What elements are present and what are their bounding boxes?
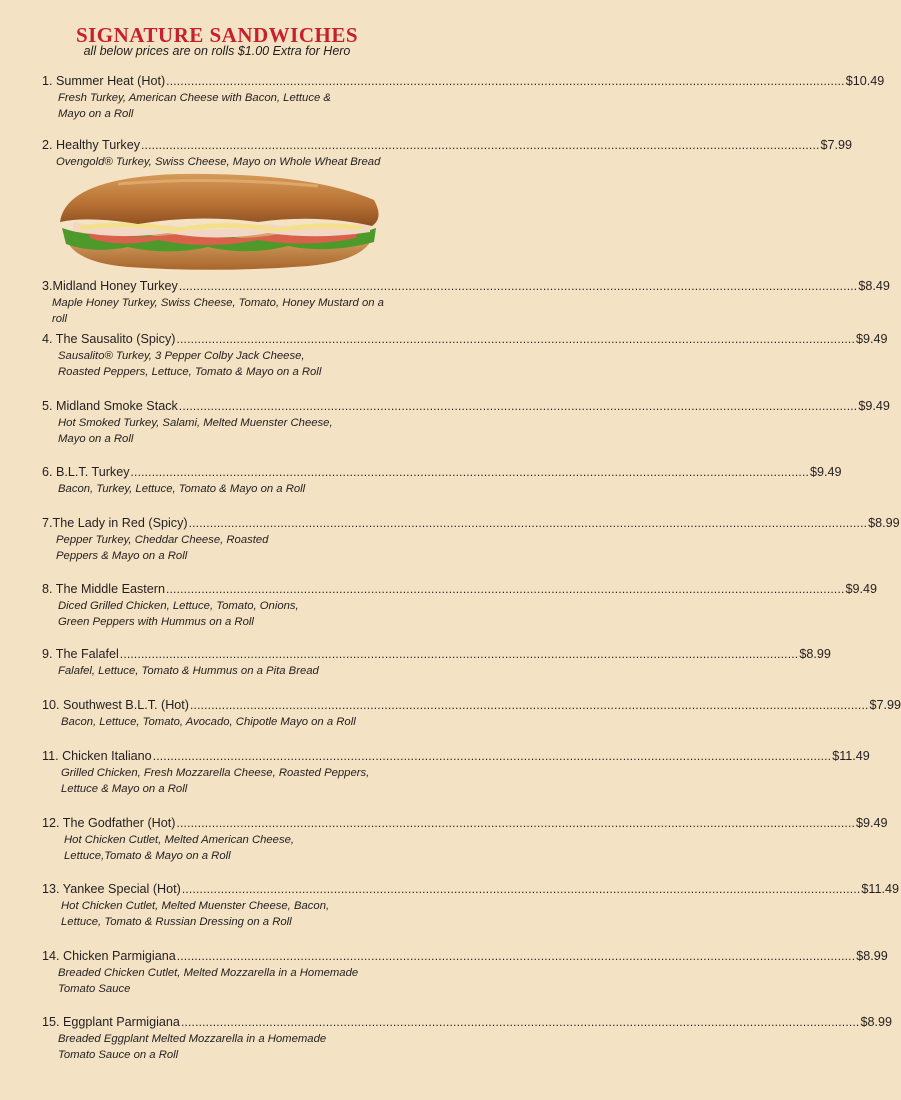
item-name: 9. The Falafel bbox=[42, 647, 119, 661]
item-price: $9.49 bbox=[856, 332, 888, 346]
menu-item: 3.Midland Honey Turkey ................................................................................................................................................................................................ $8.49 Maple Honey Turkey, Swiss Cheese, Tomato, Honey Mustard on a roll bbox=[42, 279, 890, 325]
menu-item: 12. The Godfather (Hot) ................................................................................................................................................................................................ $9.49 Hot Chicken Cutlet, Melted American Cheese, Lettuce,Tomato & Mayo on a Roll bbox=[42, 816, 888, 862]
item-price: $7.99 bbox=[869, 698, 901, 712]
item-name: 10. Southwest B.L.T. (Hot) bbox=[42, 698, 189, 712]
item-name: 15. Eggplant Parmigiana bbox=[42, 1015, 180, 1029]
item-price: $9.49 bbox=[858, 399, 890, 413]
item-price: $8.49 bbox=[858, 279, 890, 293]
item-price: $8.99 bbox=[860, 1015, 892, 1029]
menu-item: 5. Midland Smoke Stack ................................................................................................................................................................................................ $9.49 Hot Smoked Turkey, Salami, Melted Muenster Cheese, Mayo on a Roll bbox=[42, 399, 890, 445]
item-description: Bacon, Lettuce, Tomato, Avocado, Chipotle Mayo on a Roll bbox=[61, 716, 356, 728]
menu-item: 14. Chicken Parmigiana ................................................................................................................................................................................................ $8.99 Breaded Chicken Cutlet, Melted Mozzarella in a Homemade Tomato Sauce bbox=[42, 949, 888, 995]
item-name: 2. Healthy Turkey bbox=[42, 138, 140, 152]
menu-item: 6. B.L.T. Turkey ................................................................................................................................................................................................ $9.49 Bacon, Turkey, Lettuce, Tomato & Mayo on a Roll bbox=[42, 465, 842, 495]
item-name: 6. B.L.T. Turkey bbox=[42, 465, 130, 479]
item-description: Fresh Turkey, American Cheese with Bacon, Lettuce & Mayo on a Roll bbox=[58, 92, 331, 120]
item-description: Falafel, Lettuce, Tomato & Hummus on a Pita Bread bbox=[58, 665, 319, 677]
item-name: 1. Summer Heat (Hot) bbox=[42, 74, 166, 88]
page-title: SIGNATURE SANDWICHES bbox=[75, 23, 359, 47]
menu-item: 9. The Falafel ................................................................................................................................................................................................ $8.99 Falafel, Lettuce, Tomato & Hummus on a Pita Bread bbox=[42, 647, 831, 677]
item-name: 14. Chicken Parmigiana bbox=[42, 949, 176, 963]
menu-item: 10. Southwest B.L.T. (Hot) ................................................................................................................................................................................................ $7.99 Bacon, Lettuce, Tomato, Avocado, Chipotle Mayo on a Roll bbox=[42, 698, 901, 728]
menu-item: 7.The Lady in Red (Spicy) ................................................................................................................................................................................................ $8.99 Pepper Turkey, Cheddar Cheese, Roasted Peppers & Mayo on a Roll bbox=[42, 516, 900, 562]
item-description: Hot Chicken Cutlet, Melted Muenster Cheese, Bacon, Lettuce, Tomato & Russian Dressing on a Roll bbox=[61, 900, 330, 928]
item-name: 11. Chicken Italiano bbox=[42, 749, 152, 763]
menu-item: 4. The Sausalito (Spicy) ................................................................................................................................................................................................ $9.49 Sausalito® Turkey, 3 Pepper Colby Jack Cheese, Roasted Peppers, Lettuce, Tomato & Mayo on a Roll bbox=[42, 332, 888, 378]
menu-item: 8. The Middle Eastern ................................................................................................................................................................................................ $9.49 Diced Grilled Chicken, Lettuce, Tomato, Onions, Green Peppers with Hummus on a Roll bbox=[42, 582, 878, 628]
item-price: $11.49 bbox=[832, 749, 870, 763]
item-description: Hot Smoked Turkey, Salami, Melted Muenster Cheese, Mayo on a Roll bbox=[58, 417, 333, 445]
item-name: 12. The Godfather (Hot) bbox=[42, 816, 176, 830]
item-name: 8. The Middle Eastern bbox=[42, 582, 165, 596]
menu-item: 15. Eggplant Parmigiana ................................................................................................................................................................................................ $8.99 Breaded Eggplant Melted Mozzarella in a Homemade Tomato Sauce on a Roll bbox=[42, 1015, 892, 1061]
item-price: $8.99 bbox=[856, 949, 888, 963]
sandwich-image bbox=[58, 170, 378, 275]
item-price: $10.49 bbox=[845, 74, 885, 88]
item-description: Ovengold® Turkey, Swiss Cheese, Mayo on Whole Wheat Bread bbox=[56, 156, 381, 168]
item-description: Sausalito® Turkey, 3 Pepper Colby Jack Cheese, Roasted Peppers, Lettuce, Tomato & Mayo on a Roll bbox=[58, 350, 322, 378]
item-price: $9.49 bbox=[810, 465, 842, 479]
item-name: 4. The Sausalito (Spicy) bbox=[42, 332, 176, 346]
item-price: $8.99 bbox=[799, 647, 831, 661]
item-name: 3.Midland Honey Turkey bbox=[42, 279, 178, 293]
menu-item: 2. Healthy Turkey ................................................................................................................................................................................................ $7.99 Ovengold® Turkey, Swiss Cheese, Mayo on Whole Wheat Bread bbox=[42, 138, 853, 168]
page-subtitle: all below prices are on rolls $1.00 Extra for Hero bbox=[83, 44, 351, 58]
item-price: $7.99 bbox=[820, 138, 853, 152]
item-description: Breaded Eggplant Melted Mozzarella in a Homemade Tomato Sauce on a Roll bbox=[58, 1033, 327, 1061]
menu-item: 13. Yankee Special (Hot) ................................................................................................................................................................................................ $11.49 Hot Chicken Cutlet, Melted Muenster Cheese, Bacon, Lettuce, Tomato & Russian Dressing on a Roll bbox=[42, 882, 899, 928]
menu-item: 11. Chicken Italiano ................................................................................................................................................................................................ $11.49 Grilled Chicken, Fresh Mozzarella Cheese, Roasted Peppers, Lettuce & Mayo on a Roll bbox=[42, 749, 870, 795]
item-description: Grilled Chicken, Fresh Mozzarella Cheese, Roasted Peppers, Lettuce & Mayo on a Roll bbox=[61, 767, 370, 795]
item-description: Diced Grilled Chicken, Lettuce, Tomato, Onions, Green Peppers with Hummus on a Roll bbox=[58, 600, 299, 628]
menu-item: 1. Summer Heat (Hot) ................................................................................................................................................................................................ $10.49 Fresh Turkey, American Cheese with Bacon, Lettuce & Mayo on a Roll bbox=[42, 74, 885, 120]
item-price: $9.49 bbox=[856, 816, 888, 830]
item-description: Breaded Chicken Cutlet, Melted Mozzarella in a Homemade Tomato Sauce bbox=[58, 967, 359, 995]
item-name: 5. Midland Smoke Stack bbox=[42, 399, 178, 413]
item-description: Bacon, Turkey, Lettuce, Tomato & Mayo on a Roll bbox=[58, 483, 306, 495]
item-description: Hot Chicken Cutlet, Melted American Cheese, Lettuce,Tomato & Mayo on a Roll bbox=[64, 834, 295, 862]
item-description: Pepper Turkey, Cheddar Cheese, Roasted Peppers & Mayo on a Roll bbox=[56, 534, 269, 562]
item-price: $11.49 bbox=[861, 882, 899, 896]
item-name: 13. Yankee Special (Hot) bbox=[42, 882, 181, 896]
item-description: Maple Honey Turkey, Swiss Cheese, Tomato, Honey Mustard on a roll bbox=[52, 297, 384, 325]
item-price: $9.49 bbox=[845, 582, 878, 596]
item-name: 7.The Lady in Red (Spicy) bbox=[42, 516, 188, 530]
item-price: $8.99 bbox=[868, 516, 900, 530]
